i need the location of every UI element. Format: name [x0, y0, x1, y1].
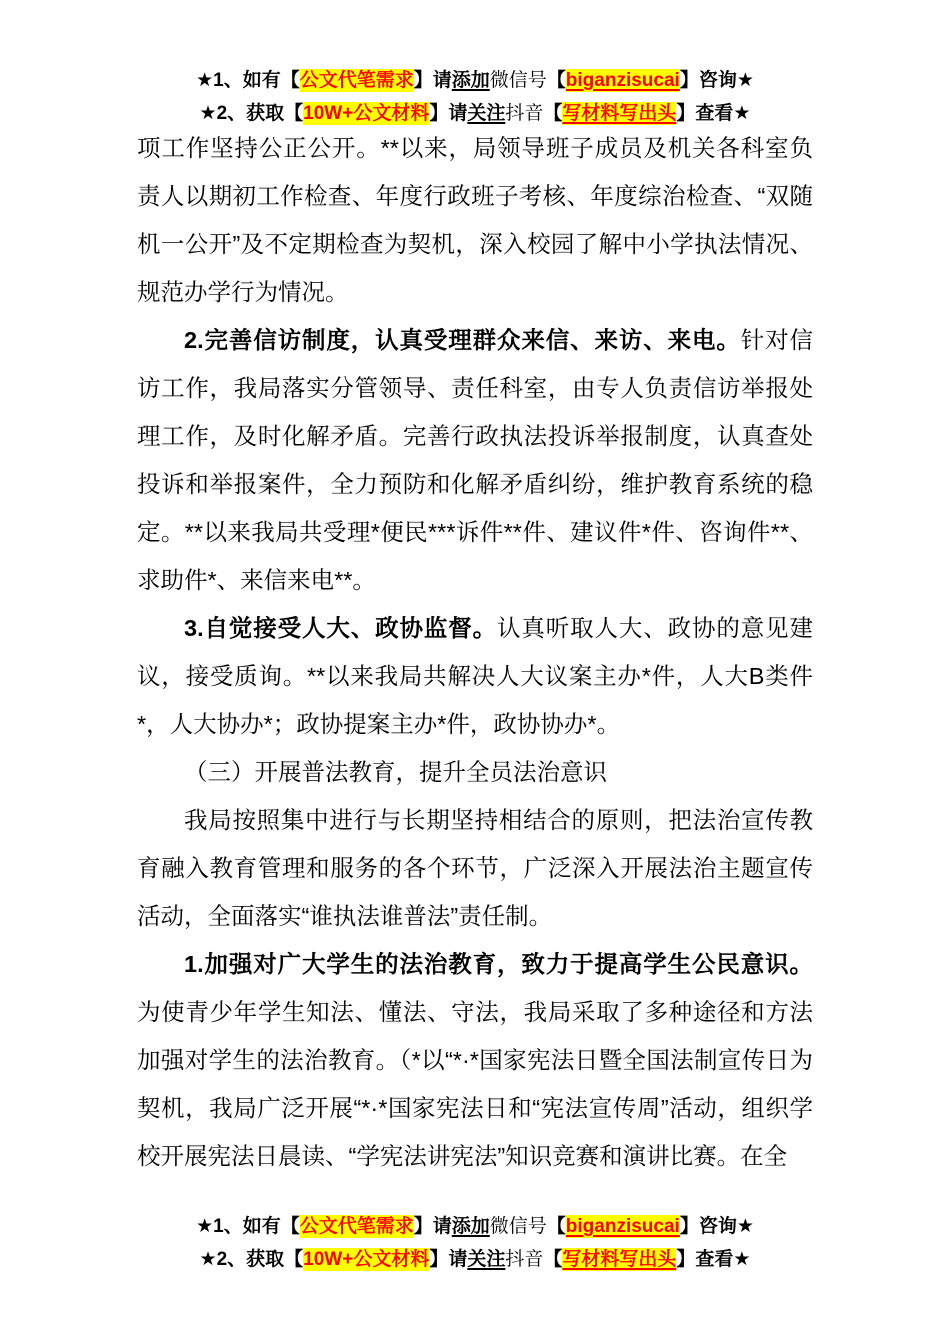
promo-run: biganzisucai — [565, 1216, 680, 1237]
paragraph — [137, 604, 813, 748]
promo-run: 公文代笔需求 — [299, 1216, 414, 1237]
promo-banner-bottom — [0, 1210, 950, 1276]
promo-run: 写材料写出头 — [562, 103, 677, 124]
para-run: 认真听取人大、政协的意见建议，接受质询。**以来我局共解决人大议案主办*件，人大B类件*，人大协办*；政协提案主办*件，政协协办*。 — [137, 615, 813, 737]
promo-run: 】咨询★ — [679, 1216, 754, 1237]
promo-run: 【 — [546, 1216, 566, 1237]
promo-run: 添加 — [451, 1216, 490, 1237]
paragraph — [137, 940, 813, 1180]
para-run: 1.加强对广大学生的法治教育，致力于提高学生公民意识。 — [184, 951, 813, 977]
promo-run: 公文代笔需求 — [299, 70, 414, 91]
para-run: 项工作坚持公正公开。**以来，局领导班子成员及机关各科室负责人以期初工作检查、年度行政班子考核、年度综治检查、“双随机一公开”及不定期检查为契机，深入校园了解中小学执法情况、规范办学行为情况。 — [137, 135, 813, 305]
para-run: 我局按照集中进行与长期坚持相结合的原则，把法治宣传教育融入教育管理和服务的各个环节，广泛深入开展法治主题宣传活动，全面落实“谁执法谁普法”责任制。 — [137, 807, 813, 929]
promo-run: biganzisucai — [565, 70, 680, 91]
promo-line-1 — [0, 64, 950, 97]
para-run: （三）开展普法教育，提升全员法治意识 — [184, 759, 607, 785]
promo-run: 【 — [543, 103, 563, 124]
para-run: 2.完善信访制度，认真受理群众来信、来访、来电。 — [184, 327, 741, 353]
paragraph — [137, 124, 813, 316]
promo-run: 】请 — [413, 70, 452, 91]
paragraph — [137, 316, 813, 604]
promo-run: 【 — [543, 1249, 563, 1270]
promo-run: 】咨询★ — [679, 70, 754, 91]
promo-run: ★2、获取【 — [199, 103, 304, 124]
paragraph — [137, 796, 813, 940]
promo-run: ★2、获取【 — [199, 1249, 304, 1270]
promo-run: 】查看★ — [676, 103, 751, 124]
promo-run: 写材料写出头 — [562, 1249, 677, 1270]
promo-run: 微信号 — [489, 70, 547, 91]
promo-run: 【 — [546, 70, 566, 91]
promo-run: 10W+公文材料 — [303, 103, 430, 124]
promo-run: 抖音 — [505, 103, 544, 124]
promo-run: 添加 — [451, 70, 490, 91]
para-run: 为使青少年学生知法、懂法、守法，我局采取了多种途径和方法加强对学生的法治教育。（*以“*·*国家宪法日暨全国法制宣传日为契机，我局广泛开展“*·*国家宪法日和“宪法宣传周”活动，组织学校开展宪法日晨读、“学宪法讲宪法”知识竞赛和演讲比赛。在全 — [137, 999, 813, 1169]
document-body[interactable] — [137, 124, 813, 1180]
promo-run: 】请 — [429, 1249, 468, 1270]
promo-run: 】请 — [429, 103, 468, 124]
promo-run: ★1、如有【 — [196, 70, 300, 91]
promo-line-2 — [0, 1243, 950, 1276]
promo-run: 】请 — [413, 1216, 452, 1237]
promo-banner-top — [0, 64, 950, 130]
para-run: 针对信访工作，我局落实分管领导、责任科室，由专人负责信访举报处理工作，及时化解矛盾。完善行政执法投诉举报制度，认真查处投诉和举报案件，全力预防和化解矛盾纠纷，维护教育系统的稳定。**以来我局共受理*便民***诉件**件、建议件*件、咨询件**、求助件*、来信来电**。 — [137, 327, 814, 593]
promo-run: ★1、如有【 — [196, 1216, 300, 1237]
paragraph — [137, 748, 813, 796]
promo-run: 微信号 — [489, 1216, 547, 1237]
promo-run: 关注 — [467, 103, 506, 124]
promo-run: 抖音 — [505, 1249, 544, 1270]
promo-run: 】查看★ — [676, 1249, 751, 1270]
promo-run: 关注 — [467, 1249, 506, 1270]
para-run: 3.自觉接受人大、政协监督。 — [184, 615, 497, 641]
promo-run: 10W+公文材料 — [303, 1249, 430, 1270]
promo-line-1 — [0, 1210, 950, 1243]
